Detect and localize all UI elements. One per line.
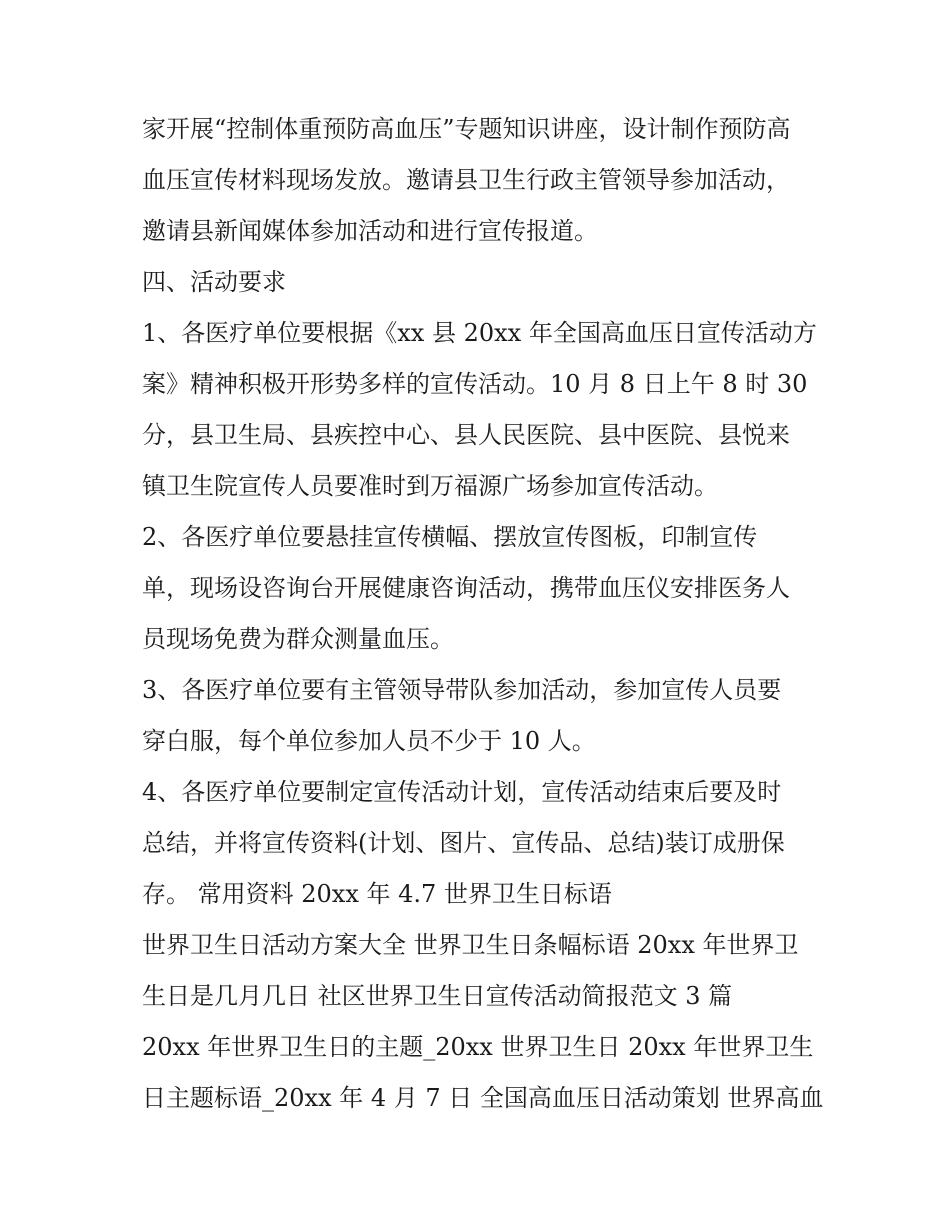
text-line: 案》精神积极开形势多样的宣传活动。10 月 8 日上午 8 时 30 xyxy=(142,370,808,398)
text-line: 总结，并将宣传资料(计划、图片、宣传品、总结)装订成册保 xyxy=(142,829,785,857)
text-line: 员现场免费为群众测量血压。 xyxy=(142,625,454,653)
text-line: 生日是几月几日 社区世界卫生日宣传活动简报范文 3 篇 xyxy=(142,982,733,1010)
text-line: 存。 常用资料 20xx 年 4.7 世界卫生日标语 xyxy=(142,880,612,908)
text-line: 邀请县新闻媒体参加活动和进行宣传报道。 xyxy=(142,217,598,245)
text-line: 家开展“控制体重预防高血压”专题知识讲座，设计制作预防高 xyxy=(142,115,791,143)
text-line: 4、各医疗单位要制定宣传活动计划，宣传活动结束后要及时 xyxy=(142,778,782,806)
text-line: 3、各医疗单位要有主管领导带队参加活动，参加宣传人员要 xyxy=(142,676,782,704)
text-line: 血压宣传材料现场发放。邀请县卫生行政主管领导参加活动， xyxy=(142,166,790,194)
text-line: 1、各医疗单位要根据《xx 县 20xx 年全国高血压日宣传活动方 xyxy=(142,319,817,347)
text-line: 日主题标语_20xx 年 4 月 7 日 全国高血压日活动策划 世界高血 xyxy=(142,1084,824,1112)
text-line: 世界卫生日活动方案大全 世界卫生日条幅标语 20xx 年世界卫 xyxy=(142,931,799,959)
text-line: 2、各医疗单位要悬挂宣传横幅、摆放宣传图板，印制宣传 xyxy=(142,523,758,551)
document-body xyxy=(142,104,832,1124)
text-line: 分，县卫生局、县疾控中心、县人民医院、县中医院、县悦来 xyxy=(142,421,790,449)
text-line: 镇卫生院宣传人员要准时到万福源广场参加宣传活动。 xyxy=(142,472,718,500)
section-heading: 四、活动要求 xyxy=(142,268,286,296)
text-line: 20xx 年世界卫生日的主题_20xx 世界卫生日 20xx 年世界卫生 xyxy=(142,1033,814,1061)
text-line: 单，现场设咨询台开展健康咨询活动，携带血压仪安排医务人 xyxy=(142,574,790,602)
text-line: 穿白服，每个单位参加人员不少于 10 人。 xyxy=(142,727,596,755)
